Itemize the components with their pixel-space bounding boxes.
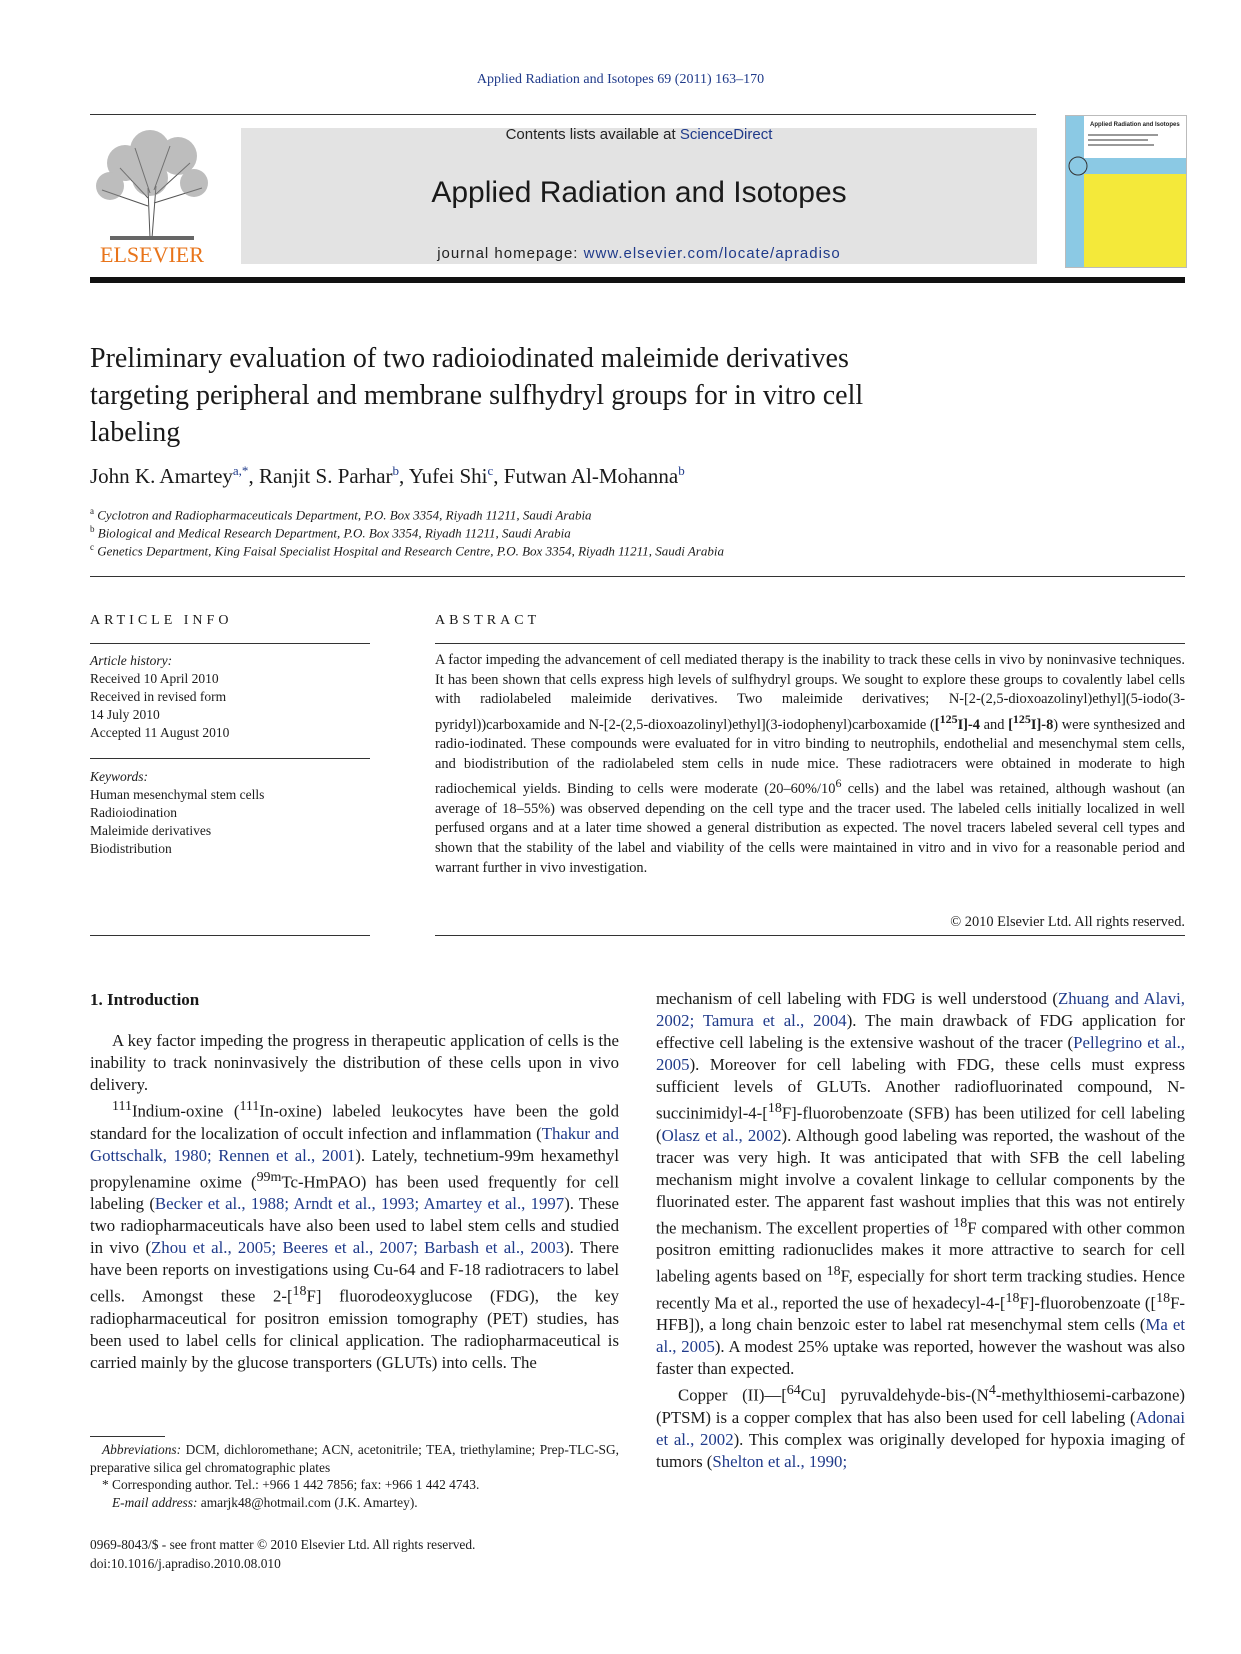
keywords: Keywords: Human mesenchymal stem cells Radioiodination Maleimide derivatives Biodistribution: [90, 768, 370, 858]
author-affil-marker[interactable]: c: [487, 463, 494, 478]
intro-column-left: A key factor impeding the progress in therapeutic application of cells is the inability to track noninvasively the distribution of these cells upon in vivo delivery. $^{111}$Indium-oxine ($^{111}$In-oxine) labeled leukocytes have been the gold standard for the localization of occult infection and inflammation (Thakur and Gottschalk, 1980; Rennen et al., 2001). Lately, technetium-99m hexamethyl propylenamine oxime ($^{99m}$Tc-HmPAO) has been used frequently for cell labeling (Becker et al., 1988; Arndt et al., 1993; Amartey et al., 1997). These two radiopharmaceuticals have also been used to label stem cells and studied in vivo (Zhou et al., 2005; Beeres et al., 2007; Barbash et al., 2003). There have been reports on investigations using Cu-64 and F-18 radiotracers to label cells. Amongst these 2-[$^{18}$F] fluorodeoxyglucose (FDG), the key radiopharmaceutical for positron emission tomography (PET) studies, has been used to label cells for clinical application. The radiopharmaceutical is carried mainly by the glucose transporters (GLUTs) into cells. The: [90, 1031, 620, 1372]
elsevier-logo: [90, 128, 214, 268]
abstract-copyright: © 2010 Elsevier Ltd. All rights reserved.: [950, 914, 1185, 930]
author: John K. Amartey: [90, 464, 233, 488]
section-heading-introduction: 1. Introduction: [90, 990, 200, 1009]
affiliation-rule: [90, 576, 1185, 577]
doi-link[interactable]: doi:10.1016/j.apradiso.2010.08.010: [90, 1556, 281, 1571]
affiliation: $^b$ Biological and Medical Research Department, P.O. Box 3354, Riyadh 11211, Saudi Arabia: [90, 524, 571, 541]
author-list: John K. Amartey$^{a,*}$, Ranjit S. Parhar$^b$, Yufei Shi$^c$, Futwan Al-Mohanna$^b$: [90, 463, 685, 488]
homepage-link[interactable]: www.elsevier.com/locate/apradiso: [583, 245, 841, 262]
homepage-line: journal homepage: www.elsevier.com/locate/apradiso: [437, 245, 841, 262]
abstract-heading: ABSTRACT: [435, 613, 541, 628]
header-rule: [90, 114, 1036, 115]
citation-link[interactable]: Thakur and Gottschalk, 1980; Rennen et al., 2001: [90, 1123, 620, 1165]
author-affil-marker[interactable]: b: [678, 463, 685, 478]
sciencedirect-link[interactable]: ScienceDirect: [679, 126, 773, 143]
journal-title: Applied Radiation and Isotopes: [431, 176, 847, 209]
publisher-wordmark: ELSEVIER: [100, 242, 204, 267]
author-email[interactable]: amarjk48@hotmail.com (J.K. Amartey).: [197, 1494, 418, 1510]
keyword: Human mesenchymal stem cells: [90, 787, 265, 802]
header-thick-rule: [90, 277, 1185, 283]
footnotes: Abbreviations: DCM, dichloromethane; ACN, acetonitrile; TEA, triethylamine; Prep-TLC-SG, preparative silica gel chromatographic plates * Corresponding author. Tel.: +966 1 442 7856; fax: +966 1 442 4743. E-mail address: amarjk48@hotmail.com (J.K. Amartey).: [90, 1442, 619, 1510]
author-affil-marker[interactable]: a,*: [232, 463, 249, 478]
corresponding-author-note: * Corresponding author. Tel.: +966 1 442 7856; fax: +966 1 442 4743.: [102, 1477, 480, 1492]
abstract-rule: [435, 643, 1185, 644]
citation-link[interactable]: Ma et al., 2005: [656, 1315, 1185, 1357]
journal-cover-thumbnail[interactable]: [1065, 115, 1187, 268]
info-rule: [90, 643, 370, 644]
keyword: Biodistribution: [90, 841, 172, 856]
article-title: Preliminary evaluation of two radioiodinated maleimide derivatives targeting peripheral and membrane sulfhydryl groups for in vitro cell labeling: [90, 343, 864, 448]
citation-link[interactable]: Zhou et al., 2005; Beeres et al., 2007; Barbash et al., 2003: [151, 1238, 565, 1258]
article-history: Article history: Received 10 April 2010 Received in revised form 14 July 2010 Accepted 11 August 2010: [90, 653, 230, 740]
journal-banner: [241, 128, 1037, 264]
affiliation: $^c$ Genetics Department, King Faisal Specialist Hospital and Research Centre, P.O. Box 3354, Riyadh 11211, Saudi Arabia: [90, 542, 724, 559]
contents-line: Contents lists available at ScienceDirect: [505, 126, 773, 143]
citation-link[interactable]: Olasz et al., 2002: [661, 1125, 782, 1145]
author: Yufei Shi: [408, 464, 488, 488]
journal-citation[interactable]: Applied Radiation and Isotopes 69 (2011) 163–170: [476, 72, 765, 87]
author: Ranjit S. Parhar: [258, 464, 393, 488]
citation-link[interactable]: Zhuang and Alavi, 2002; Tamura et al., 2004: [656, 989, 1186, 1030]
abstract-rule: [435, 935, 1185, 936]
article-info-heading: ARTICLE INFO: [90, 613, 233, 628]
affiliation: $^a$ Cyclotron and Radiopharmaceuticals Department, P.O. Box 3354, Riyadh 11211, Saudi Arabia: [90, 506, 592, 523]
info-rule: [90, 758, 370, 759]
citation-link[interactable]: Pellegrino et al., 2005: [656, 1033, 1185, 1074]
abstract-body: A factor impeding the advancement of cell mediated therapy is the inability to track these cells in vivo by noninvasive techniques. It has been shown that cells express high levels of sulfhydryl groups. We sought to explore these groups to covalently label cells with radiolabeled maleimide derivatives. Two maleimide derivatives; N-[2-(2,5-dioxoazolinyl)ethyl](5-iodo(3-pyridyl))carboxamide and N-[2-(2,5-dioxoazolinyl)ethyl](3-iodophenyl)carboxamide ([$^{125}$I]-4 and [$^{125}$I]-8) were synthesized and radio-iodinated. These compounds were evaluated for in vitro binding to neutrophils, endothelial and mesenchymal stem cells, and biodistribution of the radiolabeled stem cells in nude mice. These radiotracers were obtained in moderate to high radiochemical yields. Binding to cells were moderate ($20-60\%/10^6$ cells) and the label was retained, although washout (an average of 18–55%) was observed depending on the cell type and the tracer used. The labeled cells initially localized in well perfused organs and at a later time showed a general distribution as expected. The novel tracers labeled several cell types and shown that the stability of the label and viability of the cells were maintained in vitro and in vivo for a reasonable period and warrant further in vivo investigation.: [435, 652, 1186, 876]
cover-title: Applied Radiation and Isotopes: [1090, 122, 1180, 128]
footnote-rule: [90, 1436, 165, 1437]
keyword: Maleimide derivatives: [90, 823, 212, 838]
issn-doi: 0969-8043/$ - see front matter © 2010 Elsevier Ltd. All rights reserved. doi:10.1016/j.apradiso.2010.08.010: [90, 1537, 476, 1571]
keyword: Radioiodination: [90, 805, 177, 820]
author-affil-marker[interactable]: b: [392, 463, 400, 478]
citation-link[interactable]: Shelton et al., 1990;: [712, 1451, 848, 1471]
citation-link[interactable]: Adonai et al., 2002: [656, 1407, 1185, 1449]
intro-column-right: mechanism of cell labeling with FDG is well understood (Zhuang and Alavi, 2002; Tamura et al., 2004). The main drawback of FDG application for effective cell labeling is the extensive washout of the tracer (Pellegrino et al., 2005). Moreover for cell labeling with FDG, these cells must express sufficient levels of GLUTs. Another radiofluorinated compound, N-succinimidyl-4-[$^{18}$F]-fluorobenzoate (SFB) has been utilized for cell labeling (Olasz et al., 2002). Although good labeling was reported, the washout of the tracer was very high. It was anticipated that with SFB the cell labeling mechanism might involve a covalent linkage to cellular components by the fluorinated ester. The apparent fast washout implies that this was not entirely the mechanism. The excellent properties of $^{18}$F compared with other common positron emitting radionuclides makes it more attractive to search for cell labeling agents based on $^{18}$F, especially for short term tracking studies. Hence recently Ma et al., reported the use of hexadecyl-4-[$^{18}$F]-fluorobenzoate ([$^{18}$F-HFB]), a long chain benzoic ester to label rat mesenchymal stem cells (Ma et al., 2005). A modest 25% uptake was reported, however the washout was also faster than expected. Copper (II)—[$^{64}$Cu] pyruvaldehyde-$bis-(N^4-methylthiosemi-carbazone)$ (PTSM) is a copper complex that has also been used for cell labeling (Adonai et al., 2002). This complex was originally developed for hypoxia imaging of tumors (Shelton et al., 1990;: [656, 989, 1186, 1471]
citation-link[interactable]: Becker et al., 1988; Arndt et al., 1993; Amartey et al., 1997: [154, 1194, 565, 1214]
info-rule: [90, 935, 370, 936]
author: Futwan Al-Mohanna: [503, 464, 679, 488]
